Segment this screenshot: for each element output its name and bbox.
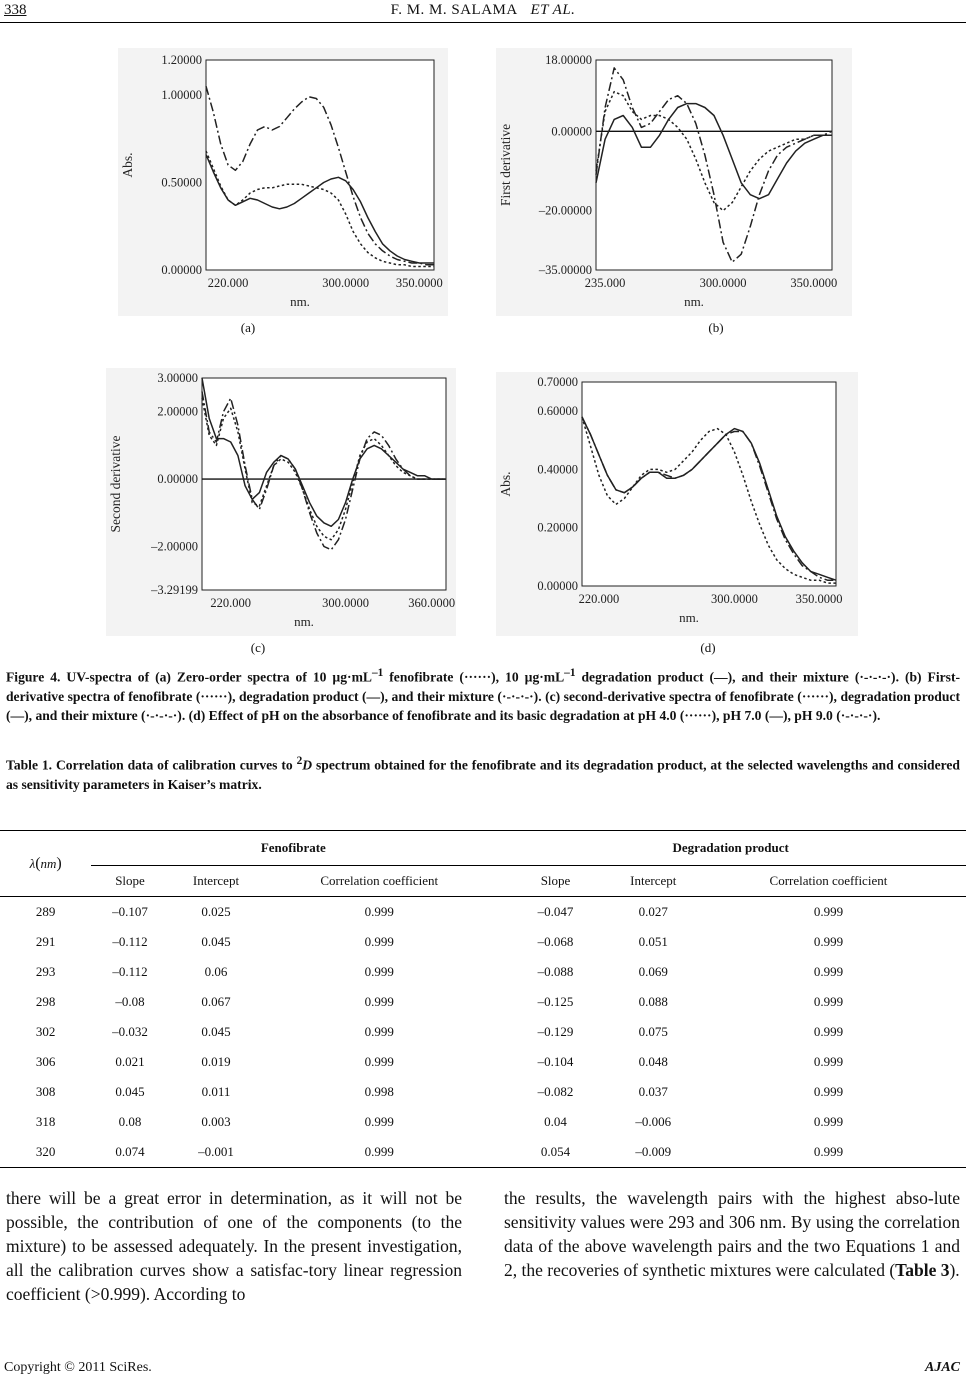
wavelength-cell: 291: [35, 934, 56, 949]
table-cell: 0.06: [204, 964, 228, 979]
y-tick-label: –35.00000: [538, 263, 592, 277]
x-tick-label: 300.0000: [322, 596, 369, 610]
table-cell: –0.107: [112, 904, 148, 919]
wavelength-cell: 306: [35, 1054, 56, 1069]
col-header: Correlation coefficient: [691, 866, 966, 897]
x-tick-label: 300.0000: [322, 276, 370, 290]
wavelength-cell: 308: [35, 1084, 56, 1099]
table-row: [0, 927, 966, 957]
table-cell: 0.067: [201, 994, 231, 1009]
y-tick-label: 0.60000: [537, 404, 578, 419]
y-tick-label: 2.00000: [157, 404, 198, 419]
table-cell: 0.045: [201, 1024, 231, 1039]
table-cell: 0.999: [813, 1024, 844, 1039]
y-tick-label: 0.20000: [537, 520, 578, 535]
table-cell: 0.08: [118, 1114, 142, 1129]
header-rule: [0, 22, 966, 23]
table-cell: 0.011: [201, 1084, 231, 1099]
table-cell: –0.08: [115, 994, 145, 1009]
x-tick-label: 220.000: [578, 592, 620, 606]
table-cell: 0.999: [813, 934, 844, 949]
col-header: Correlation coefficient: [263, 866, 495, 897]
table-cell: 0.088: [638, 994, 668, 1009]
table-cell: 0.999: [691, 1137, 966, 1168]
group-header-degradation: Degradation product: [495, 831, 966, 866]
table-row: [0, 1047, 966, 1077]
y-axis-label: Abs.: [498, 471, 513, 497]
group-header-fenofibrate: Fenofibrate: [91, 831, 495, 866]
table-cell: 0.075: [638, 1024, 668, 1039]
figure-label: Figure 4.: [6, 669, 61, 685]
table-cell: 0.045: [115, 1084, 145, 1099]
y-tick-label: 1.00000: [161, 88, 202, 102]
y-tick-label: 0.00000: [157, 472, 198, 487]
y-tick-label: 0.00000: [537, 579, 578, 593]
x-tick-label: 300.0000: [710, 592, 758, 606]
table-cell: 0.999: [263, 1137, 495, 1168]
y-tick-label: 1.20000: [161, 53, 202, 67]
y-tick-label: 0.00000: [551, 124, 592, 139]
table-cell: 0.999: [813, 994, 844, 1009]
table-cell: 0.019: [201, 1054, 231, 1069]
y-axis-label: Abs.: [120, 152, 135, 178]
x-axis-label: nm.: [684, 294, 704, 309]
table-cell: 0.003: [201, 1114, 231, 1129]
y-tick-label: 0.50000: [161, 175, 202, 190]
table-cell: 0.027: [638, 904, 668, 919]
y-tick-label: –3.29199: [151, 583, 198, 597]
chart-panel-a: [118, 48, 448, 316]
table-cell: –0.104: [537, 1054, 574, 1069]
plot-frame: [202, 378, 446, 590]
x-axis-label: nm.: [294, 614, 314, 629]
panel-label-a: (a): [240, 320, 256, 335]
table-cell: –0.125: [537, 994, 574, 1009]
panel-label-c: (c): [250, 640, 266, 655]
lambda-header: λ(nm): [0, 831, 91, 897]
wavelength-cell: 293: [35, 964, 56, 979]
table-cell: –0.001: [169, 1137, 264, 1168]
table-cell: 0.037: [638, 1084, 668, 1099]
chart-panel-c: [106, 368, 456, 636]
x-axis-label: nm.: [290, 294, 310, 309]
y-tick-label: 0.70000: [537, 375, 578, 389]
chart-panel-b: [496, 48, 852, 316]
table-cell: 0.999: [364, 964, 394, 979]
table-row: [0, 987, 966, 1017]
table-cell: 0.021: [115, 1054, 145, 1069]
table-cell: 0.048: [638, 1054, 668, 1069]
table-row: [0, 1107, 966, 1137]
table-cell: –0.047: [537, 904, 574, 919]
x-tick-label: 360.0000: [408, 596, 456, 610]
y-tick-label: 0.40000: [537, 462, 578, 477]
table-cell: 0.025: [201, 904, 231, 919]
table-cell: 0.069: [638, 964, 668, 979]
x-tick-label: 235.000: [584, 276, 626, 290]
journal-abbrev: AJAC: [924, 1360, 960, 1375]
table-cell: –0.082: [537, 1084, 574, 1099]
wavelength-cell: 302: [35, 1024, 56, 1039]
y-axis-label: Second derivative: [108, 435, 123, 533]
table-cell: –0.129: [537, 1024, 574, 1039]
wavelength-cell: 318: [35, 1114, 56, 1129]
plot-frame: [596, 60, 832, 270]
table-cell: 0.999: [813, 1084, 844, 1099]
table-row: [0, 1077, 966, 1107]
table-row: [0, 1017, 966, 1047]
running-title: [0, 2, 966, 19]
table-cell: 0.999: [364, 1114, 394, 1129]
table-cell: 0.998: [364, 1084, 394, 1099]
body-left-column: there will be a great error in determination, as it will not be possible, the contribution of one of the components (to the mixture) to be assessed adequately. In the present investigation, all the calibration curves show a satisfac-tory linear regression coefficient (>0.999). According to: [6, 1188, 462, 1304]
table-cell: 0.045: [201, 934, 231, 949]
table-cell: 0.999: [813, 1114, 844, 1129]
wavelength-cell: 320: [0, 1137, 91, 1168]
table-row: [0, 957, 966, 987]
table-cell: –0.112: [112, 934, 148, 949]
y-tick-label: 3.00000: [157, 371, 198, 385]
correlation-table: [0, 830, 966, 1168]
table-cell: 0.074: [91, 1137, 168, 1168]
y-tick-label: –2.00000: [151, 539, 198, 554]
y-axis-label: First derivative: [498, 123, 513, 207]
col-header: Intercept: [169, 866, 264, 897]
x-tick-label: 350.0000: [795, 592, 843, 606]
table-cell: 0.999: [364, 1024, 394, 1039]
table-cell: 0.999: [364, 904, 394, 919]
x-tick-label: 220.000: [207, 276, 249, 290]
table-cell: 0.054: [495, 1137, 615, 1168]
table-row: [0, 1137, 966, 1168]
table-caption: Table 1. Correlation data of calibration curves to $^2$D spectrum obtained for the fenofibrate and its degradation product, at the selected wavelengths and considered as sensitivity parameters in Kaiser’s matrix.: [6, 755, 960, 792]
panel-label-b: (b): [708, 320, 724, 335]
x-tick-label: 300.0000: [699, 276, 747, 290]
figure-caption: Figure 4. UV-spectra of (a) Zero-order spectra of 10 $\mu g\cdot mL^{-1}$ fenofibrate (······), 10 $\mu g\cdot mL^{-1}$ degradation product (—), and their mixture (·-·-·-·). (b) First-derivative spectra of fenofibrate (······), degradation product (—), and their mixture (·-·-·-·). (c) second-derivative spectra of fenofibrate (······), degradation product (—), and their mixture (·-·-·-·). (d) Effect of pH on the absorbance of fenofibrate and its basic degradation at pH 4.0 (······), pH 7.0 (—), pH 9.0 (·-·-·-·).: [6, 667, 960, 723]
table-cell: –0.032: [112, 1024, 148, 1039]
col-header: Slope: [495, 866, 615, 897]
wavelength-cell: 289: [35, 904, 56, 919]
table-cell: 0.999: [813, 964, 844, 979]
table-cell: –0.088: [537, 964, 574, 979]
table-row: [0, 897, 966, 928]
x-axis-label: nm.: [679, 610, 699, 625]
et-al: ET AL.: [530, 2, 576, 18]
table-cell: 0.04: [544, 1114, 567, 1129]
panel-label-d: (d): [700, 640, 716, 655]
x-tick-label: 350.0000: [790, 276, 838, 290]
plot-frame: [582, 382, 836, 586]
x-tick-label: 220.000: [210, 596, 252, 610]
table-cell: –0.112: [112, 964, 148, 979]
y-tick-label: 0.00000: [161, 263, 202, 277]
body-right-column: the results, the wavelength pairs with the highest abso-lute sensitivity values were 293 and 306 nm. By using the correlation data of the above wavelength pairs and the two Equations 1 and 2, the recoveries of synthetic mixtures were calculated (Table 3).: [504, 1188, 960, 1280]
table-cell: –0.068: [537, 934, 574, 949]
copyright: Copyright © 2011 SciRes.: [4, 1360, 152, 1375]
col-header: Slope: [91, 866, 168, 897]
running-header: [0, 0, 966, 24]
table-cell: 0.999: [813, 1054, 844, 1069]
x-tick-label: 350.0000: [395, 276, 443, 290]
y-tick-label: –20.00000: [538, 203, 592, 218]
table-cell: 0.999: [364, 994, 394, 1009]
chart-panel-d: [496, 372, 858, 636]
table-cell: 0.999: [813, 904, 844, 919]
col-header: Intercept: [616, 866, 691, 897]
table-cell: 0.051: [638, 934, 668, 949]
table-reference: Table 3: [895, 1260, 950, 1280]
y-tick-label: 18.00000: [545, 53, 592, 67]
table-cell: –0.006: [635, 1114, 672, 1129]
authors: F. M. M. SALAMA: [390, 2, 518, 18]
table-cell: –0.009: [616, 1137, 691, 1168]
table-cell: 0.999: [364, 1054, 394, 1069]
page-number: 338: [4, 2, 27, 18]
table-cell: 0.999: [364, 934, 394, 949]
wavelength-cell: 298: [35, 994, 56, 1009]
